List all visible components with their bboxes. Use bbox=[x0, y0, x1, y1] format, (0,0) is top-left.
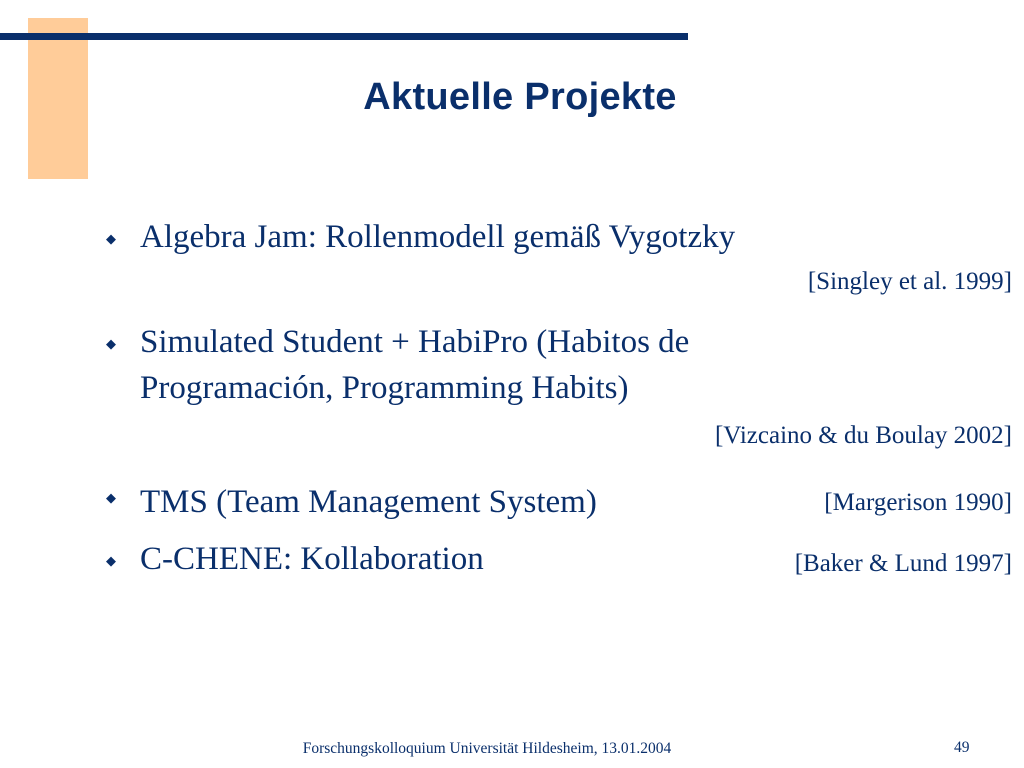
item-2-text-line-1: Simulated Student + HabiPro (Habitos de bbox=[140, 324, 690, 360]
item-4-text: C-CHENE: Kollaboration bbox=[140, 541, 484, 577]
footer-text: Forschungskolloquium Universität Hildesheim, 13.01.2004 bbox=[302, 740, 672, 757]
item-1-text: Algebra Jam: Rollenmodell gemäß Vygotzky bbox=[140, 219, 736, 255]
item-3-text: TMS (Team Management System) bbox=[140, 484, 597, 520]
page-number: 49 bbox=[954, 739, 970, 756]
diamond-bullet-icon: ◆ bbox=[106, 336, 116, 351]
item-2-reference: [Vizcaino & du Boulay 2002] bbox=[714, 422, 1012, 449]
item-2-text-line-2: Programación, Programming Habits) bbox=[140, 370, 629, 406]
item-4-reference: [Baker & Lund 1997] bbox=[794, 550, 1012, 577]
top-rule bbox=[0, 33, 688, 40]
slide-title: Aktuelle Projekte bbox=[363, 76, 677, 118]
item-1-reference: [Singley et al. 1999] bbox=[807, 268, 1012, 295]
item-3-reference: [Margerison 1990] bbox=[824, 489, 1012, 516]
diamond-bullet-icon: ◆ bbox=[106, 553, 116, 568]
diamond-bullet-icon: ◆ bbox=[106, 231, 116, 246]
diamond-bullet-icon: ◆ bbox=[106, 490, 116, 505]
